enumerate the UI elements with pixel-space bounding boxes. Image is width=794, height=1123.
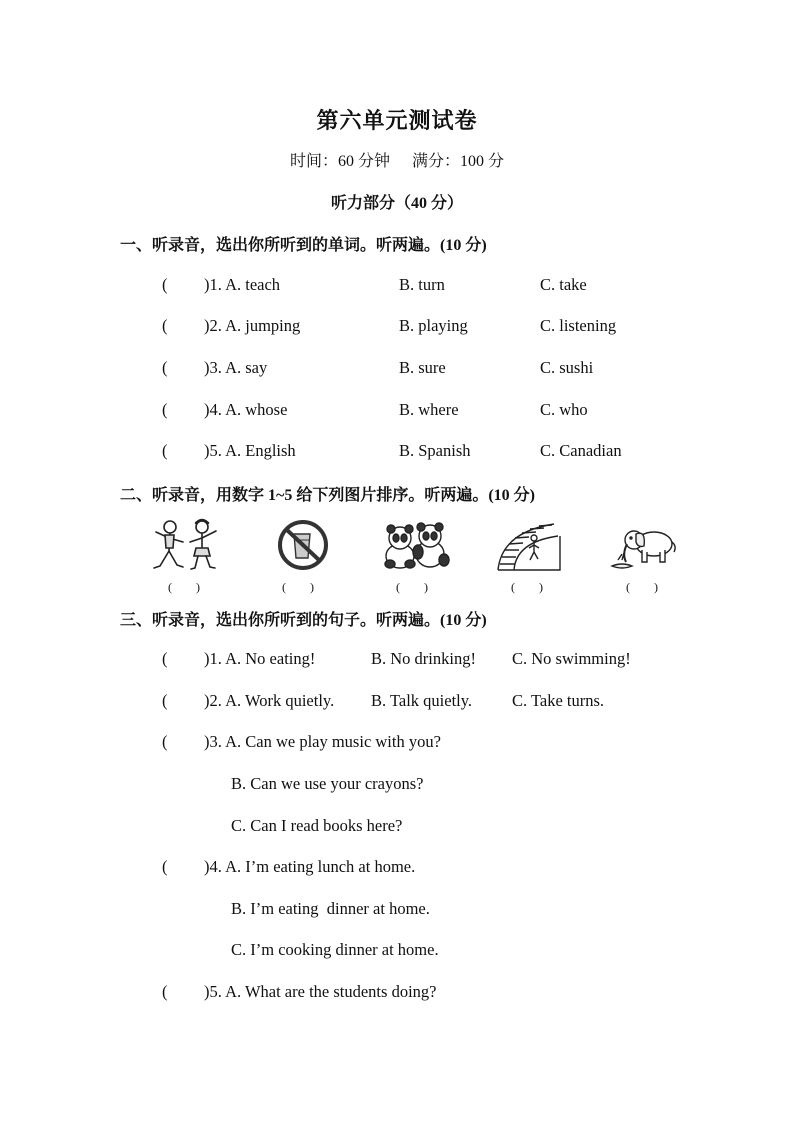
option-b: B. turn: [399, 275, 445, 294]
option-c: C. Take turns.: [512, 691, 605, 710]
option-b: B. sure: [399, 358, 446, 377]
option-c: C. Canadian: [540, 441, 622, 460]
option-b: B. I’m eating dinner at home.: [231, 899, 430, 918]
option-b: B. playing: [399, 316, 468, 335]
option-a: )4. A. whose: [204, 400, 288, 419]
option-a: )1. A. teach: [204, 275, 281, 294]
option-b: B. Can we use your crayons?: [231, 774, 424, 793]
option-a: )2. A. jumping: [204, 316, 301, 335]
option-b: B. Spanish: [399, 441, 471, 460]
answer-blank[interactable]: (: [162, 982, 168, 1001]
option-b: B. Talk quietly.: [371, 691, 473, 710]
option-a: )5. A. English: [204, 441, 296, 460]
section2-heading: 二、听录音，用数字 1~5 给下列图片排序。听两遍。(10 分): [120, 487, 535, 504]
no-drinking-sign-icon: [276, 518, 330, 572]
option-a: )3. A. say: [204, 358, 268, 377]
section3-heading: 三、听录音，选出你所听到的句子。听两遍。(10 分): [120, 612, 487, 629]
option-c: C. who: [540, 400, 588, 419]
dancing-children-icon: [150, 518, 226, 574]
option-c: C. take: [540, 275, 587, 294]
option-a: )3. A. Can we play music with you?: [204, 732, 441, 751]
picture-answer-blank[interactable]: ( ): [396, 580, 428, 594]
picture-answer-blank[interactable]: ( ): [168, 580, 200, 594]
option-a: )5. A. What are the students doing?: [204, 982, 437, 1001]
section1-heading: 一、听录音，选出你所听到的单词。听两遍。(10 分): [120, 237, 487, 254]
pandas-icon: [382, 522, 450, 572]
option-a: )2. A. Work quietly.: [204, 691, 335, 710]
page-title: 第六单元测试卷: [316, 108, 478, 133]
answer-blank[interactable]: (: [162, 441, 168, 460]
full-score: 满分：100 分: [412, 153, 505, 170]
answer-blank[interactable]: (: [162, 400, 168, 419]
option-b: B. No drinking!: [371, 649, 476, 668]
option-c: C. No swimming!: [512, 649, 631, 668]
option-c: C. listening: [540, 316, 617, 335]
picture-answer-blank[interactable]: ( ): [511, 580, 543, 594]
time-limit: 时间：60 分钟: [289, 153, 390, 170]
listening-part-heading: 听力部分（40 分）: [330, 195, 463, 212]
answer-blank[interactable]: (: [162, 275, 168, 294]
option-a: )4. A. I’m eating lunch at home.: [204, 857, 416, 876]
elephant-icon: [608, 524, 680, 572]
option-a: )1. A. No eating!: [204, 649, 316, 668]
option-b: B. where: [399, 400, 459, 419]
answer-blank[interactable]: (: [162, 691, 168, 710]
option-c: C. sushi: [540, 358, 594, 377]
answer-blank[interactable]: (: [162, 732, 168, 751]
picture-answer-blank[interactable]: ( ): [282, 580, 314, 594]
answer-blank[interactable]: (: [162, 649, 168, 668]
option-c: C. Can I read books here?: [231, 816, 403, 835]
answer-blank[interactable]: (: [162, 857, 168, 876]
answer-blank[interactable]: (: [162, 358, 168, 377]
option-c: C. I’m cooking dinner at home.: [231, 940, 439, 959]
picture-answer-blank[interactable]: ( ): [626, 580, 658, 594]
stairs-icon: [494, 520, 562, 572]
answer-blank[interactable]: (: [162, 316, 168, 335]
exam-meta: [0, 148, 794, 171]
